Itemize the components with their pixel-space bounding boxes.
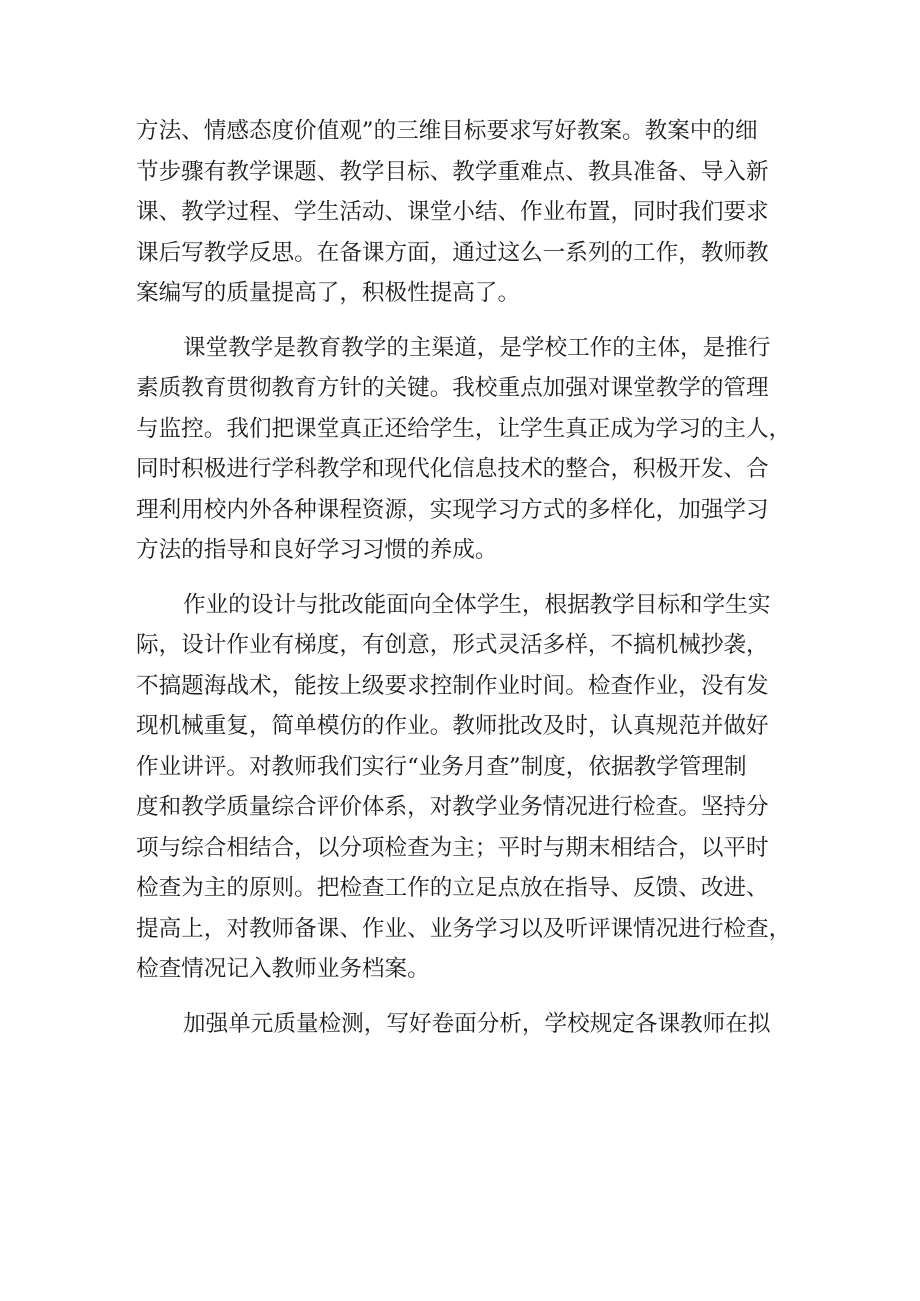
text-line: 同时积极进行学科教学和现代化信息技术的整合，积极开发、合 bbox=[136, 456, 769, 482]
text-line: 素质教育贯彻教育方针的关键。我校重点加强对课堂教学的管理 bbox=[136, 375, 769, 401]
paragraph bbox=[136, 1004, 796, 1045]
paragraph bbox=[136, 111, 796, 314]
text-line: 课堂教学是教育教学的主渠道，是学校工作的主体，是推行 bbox=[183, 334, 771, 361]
text-line: 检查情况记入教师业务档案。 bbox=[136, 956, 430, 982]
text-line: 方法的指导和良好学习习惯的养成。 bbox=[136, 537, 498, 563]
text-line: 不搞题海战术，能按上级要求控制作业时间。检查作业，没有发 bbox=[136, 672, 769, 699]
text-line: 际，设计作业有梯度，有创意，形式灵活多样，不搞机械抄袭， bbox=[136, 632, 769, 658]
text-line: 提高上，对教师备课、作业、业务学习以及听评课情况进行检查， bbox=[136, 915, 792, 942]
text-line: 作业的设计与批改能面向全体学生，根据教学目标和学生实 bbox=[183, 591, 771, 618]
paragraph bbox=[136, 328, 796, 571]
text-line: 节步骤有教学课题、教学目标、教学重难点、教具准备、导入新 bbox=[136, 158, 769, 185]
text-line: 作业讲评。对教师我们实行“业务月查”制度，依据教学管理制 bbox=[136, 753, 747, 780]
text-line: 理利用校内外各种课程资源，实现学习方式的多样化，加强学习 bbox=[136, 496, 769, 523]
text-line: 课、教学过程、学生活动、课堂小结、作业布置，同时我们要求 bbox=[136, 199, 769, 225]
text-line: 现机械重复，简单模仿的作业。教师批改及时，认真规范并做好 bbox=[136, 713, 769, 739]
text-line: 案编写的质量提高了，积极性提高了。 bbox=[136, 280, 521, 306]
text-line: 度和教学质量综合评价体系，对教学业务情况进行检查。坚持分 bbox=[136, 794, 769, 820]
document-body bbox=[136, 111, 796, 1044]
text-line: 检查为主的原则。把检查工作的立足点放在指导、反馈、改进、 bbox=[136, 875, 769, 901]
text-line: 项与综合相结合，以分项检查为主；平时与期末相结合，以平时 bbox=[136, 834, 769, 861]
text-line: 加强单元质量检测，写好卷面分析，学校规定各课教师在拟 bbox=[183, 1010, 771, 1037]
text-line: 课后写教学反思。在备课方面，通过这么一系列的工作，教师教 bbox=[136, 239, 769, 266]
text-line: 方法、情感态度价值观”的三维目标要求写好教案。教案中的细 bbox=[136, 118, 758, 144]
text-line: 与监控。我们把课堂真正还给学生，让学生真正成为学习的主人， bbox=[136, 415, 792, 442]
paragraph bbox=[136, 585, 796, 990]
